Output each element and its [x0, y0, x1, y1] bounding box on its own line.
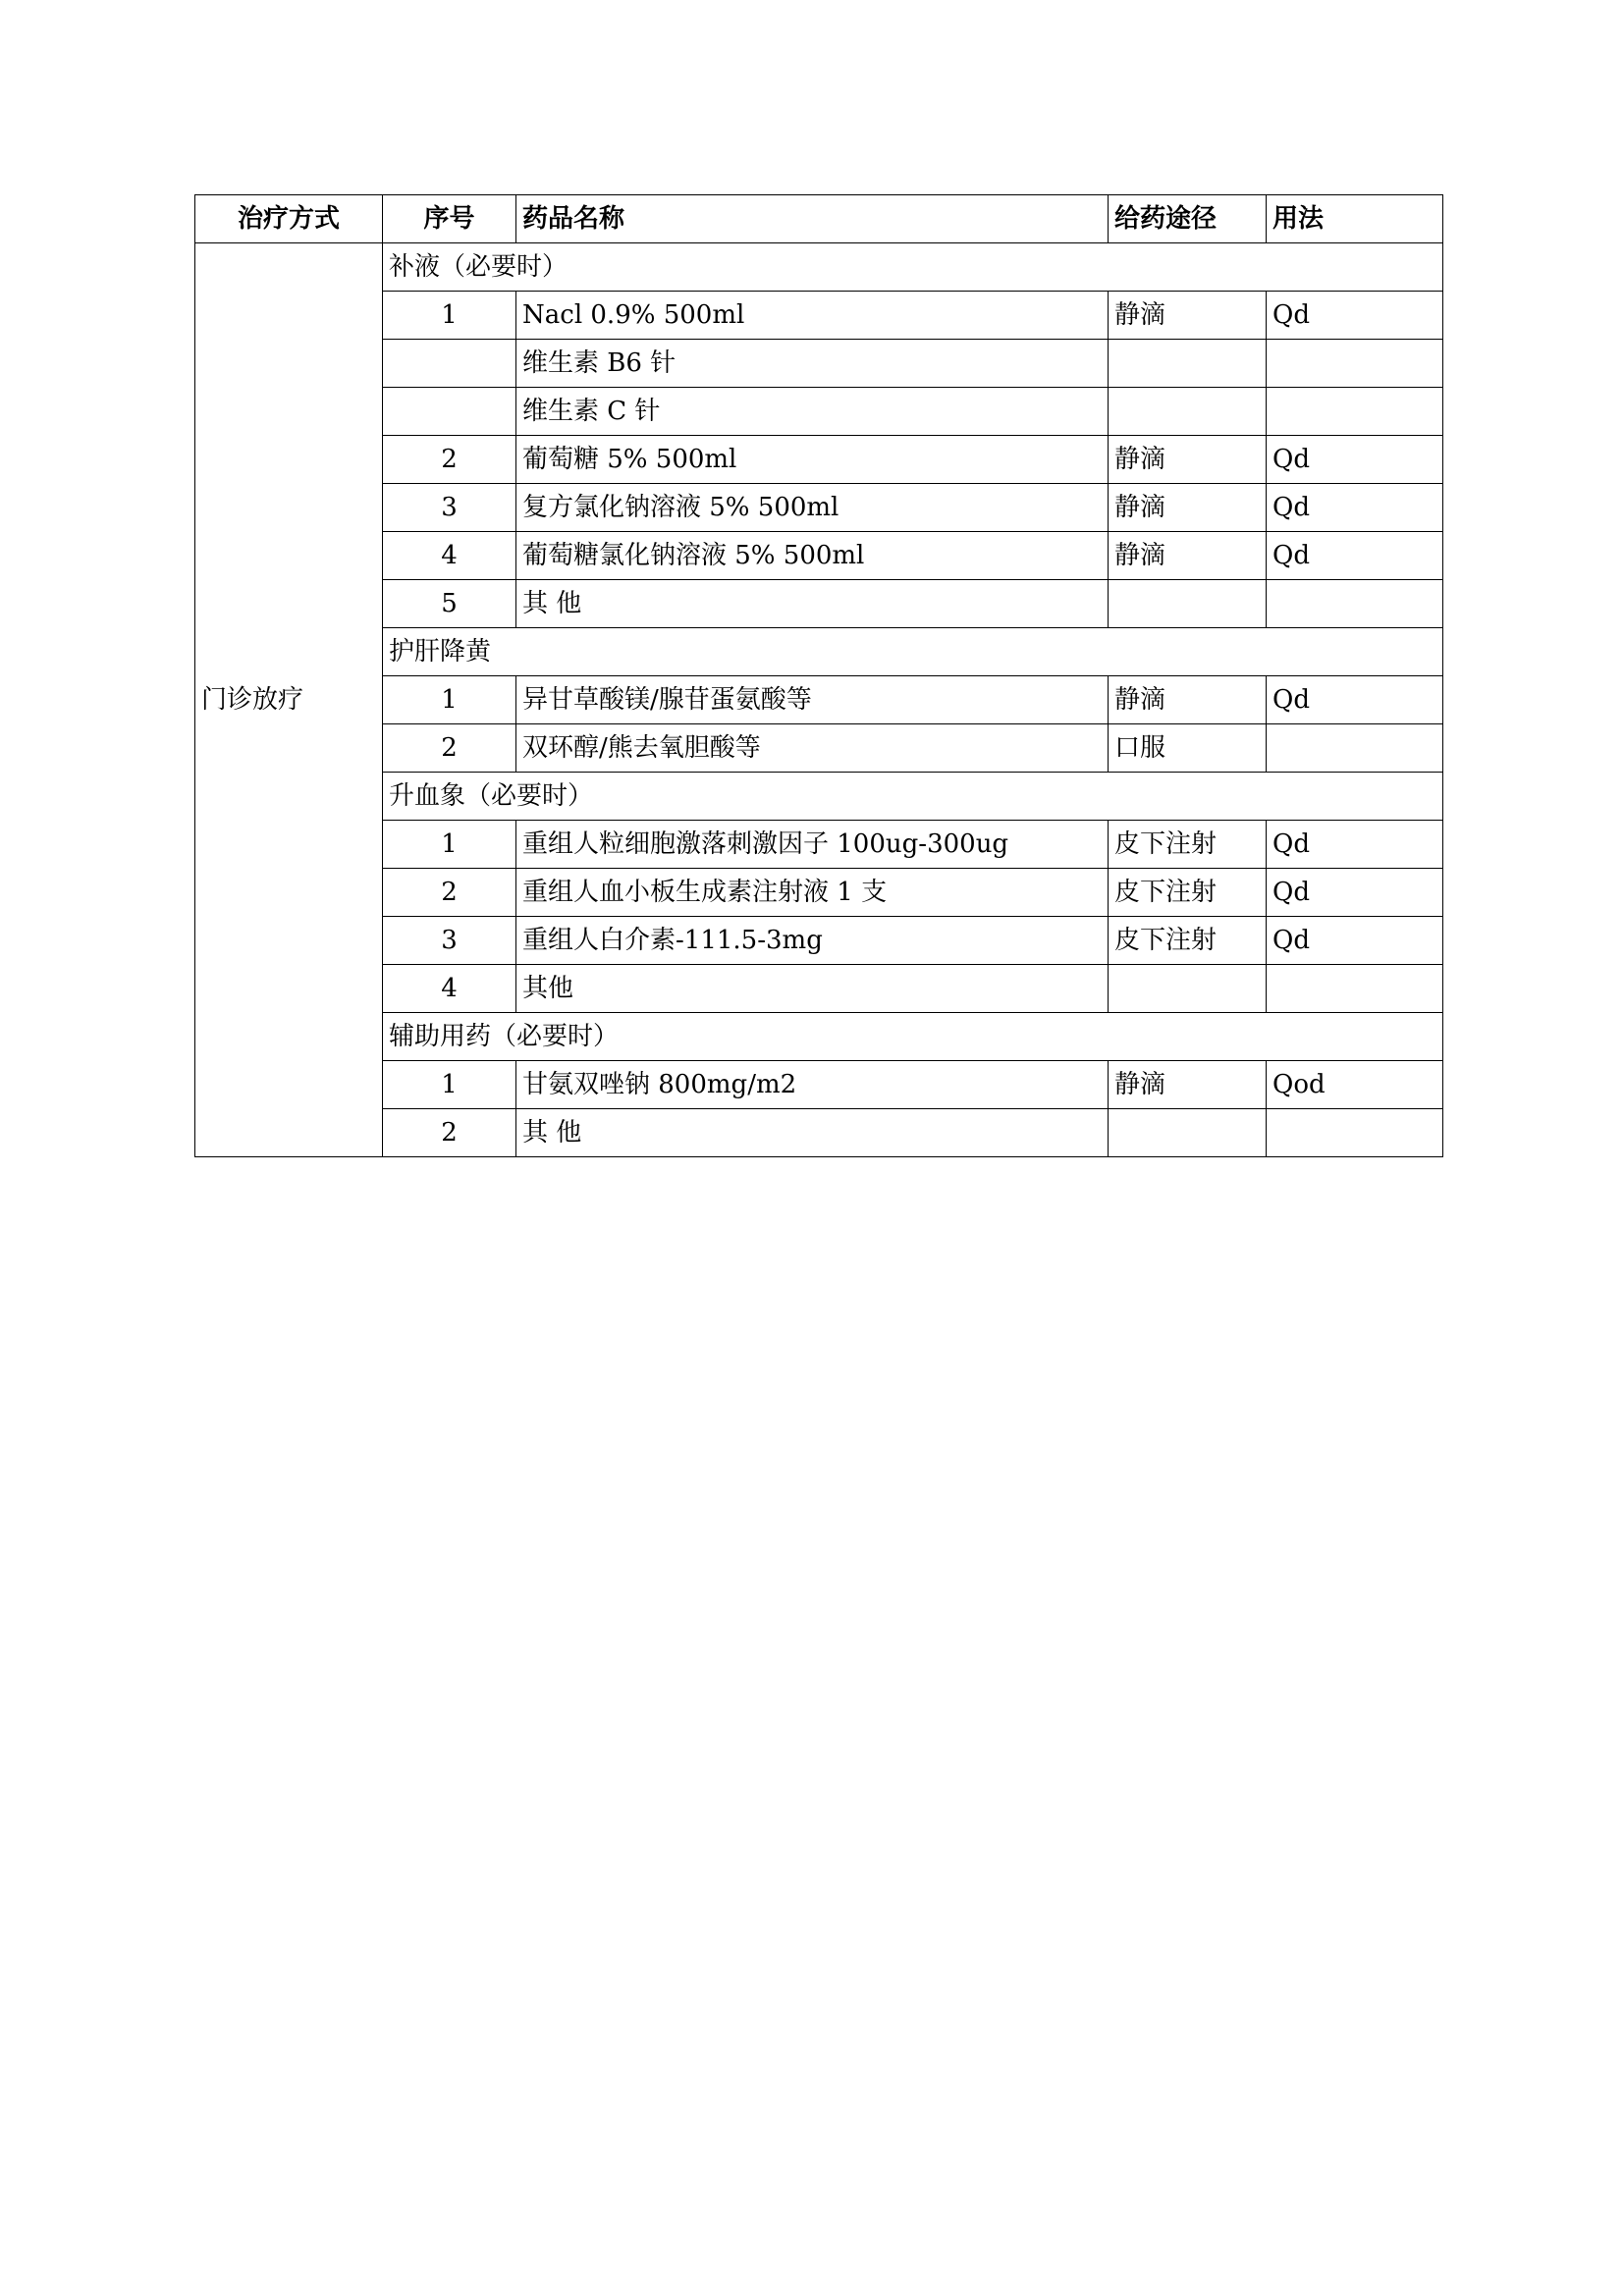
- drug-name: 其他: [516, 965, 1109, 1013]
- row-number: 1: [383, 292, 516, 340]
- drug-name: 维生素 B6 针: [516, 340, 1109, 388]
- table-body: [195, 243, 1443, 1157]
- drug-name: 异甘草酸镁/腺苷蛋氨酸等: [516, 676, 1109, 724]
- usage: [1267, 965, 1443, 1013]
- usage: [1267, 340, 1443, 388]
- table-row: [195, 436, 1443, 484]
- header-drug-name: 药品名称: [516, 195, 1109, 243]
- row-number: 3: [383, 484, 516, 532]
- table-row: [195, 869, 1443, 917]
- route: 皮下注射: [1109, 917, 1267, 965]
- usage: [1267, 1109, 1443, 1157]
- row-number: [383, 340, 516, 388]
- route: [1109, 1109, 1267, 1157]
- group-row: [195, 628, 1443, 676]
- drug-name: 双环醇/熊去氧胆酸等: [516, 724, 1109, 773]
- table-row: [195, 292, 1443, 340]
- row-number: 4: [383, 965, 516, 1013]
- group-row: [195, 773, 1443, 821]
- drug-name: 葡萄糖氯化钠溶液 5% 500ml: [516, 532, 1109, 580]
- table-row: [195, 1061, 1443, 1109]
- header-number: 序号: [383, 195, 516, 243]
- group-title: 护肝降黄: [383, 628, 1443, 676]
- usage: Qd: [1267, 292, 1443, 340]
- table-row: [195, 580, 1443, 628]
- medication-table: [194, 194, 1443, 1157]
- row-number: 3: [383, 917, 516, 965]
- row-number: 1: [383, 821, 516, 869]
- drug-name: 复方氯化钠溶液 5% 500ml: [516, 484, 1109, 532]
- header-route: 给药途径: [1109, 195, 1267, 243]
- usage: Qd: [1267, 676, 1443, 724]
- row-number: 2: [383, 1109, 516, 1157]
- usage: Qd: [1267, 532, 1443, 580]
- drug-name: Nacl 0.9% 500ml: [516, 292, 1109, 340]
- route: 静滴: [1109, 1061, 1267, 1109]
- usage: Qd: [1267, 821, 1443, 869]
- group-title: 辅助用药（必要时）: [383, 1013, 1443, 1061]
- usage: Qd: [1267, 484, 1443, 532]
- usage: Qd: [1267, 869, 1443, 917]
- table-row: [195, 917, 1443, 965]
- drug-name: 其 他: [516, 1109, 1109, 1157]
- route: 皮下注射: [1109, 821, 1267, 869]
- row-number: 2: [383, 869, 516, 917]
- usage: [1267, 580, 1443, 628]
- group-title: 升血象（必要时）: [383, 773, 1443, 821]
- drug-name: 甘氨双唑钠 800mg/m2: [516, 1061, 1109, 1109]
- table-header-row: [195, 195, 1443, 243]
- row-number: 4: [383, 532, 516, 580]
- row-number: 1: [383, 676, 516, 724]
- table-row: [195, 724, 1443, 773]
- route: 静滴: [1109, 484, 1267, 532]
- row-number: 2: [383, 724, 516, 773]
- group-row: [195, 1013, 1443, 1061]
- row-number: 1: [383, 1061, 516, 1109]
- route: 静滴: [1109, 436, 1267, 484]
- route: 口服: [1109, 724, 1267, 773]
- table-row: [195, 484, 1443, 532]
- usage: Qd: [1267, 436, 1443, 484]
- drug-name: 其 他: [516, 580, 1109, 628]
- row-number: 5: [383, 580, 516, 628]
- usage: [1267, 724, 1443, 773]
- route: [1109, 580, 1267, 628]
- group-row: [195, 243, 1443, 292]
- drug-name: 重组人粒细胞激落刺激因子 100ug-300ug: [516, 821, 1109, 869]
- group-title: 补液（必要时）: [383, 243, 1443, 292]
- route: 静滴: [1109, 676, 1267, 724]
- drug-name: 重组人血小板生成素注射液 1 支: [516, 869, 1109, 917]
- header-usage: 用法: [1267, 195, 1443, 243]
- usage: Qd: [1267, 917, 1443, 965]
- route: 皮下注射: [1109, 869, 1267, 917]
- table-row: [195, 340, 1443, 388]
- drug-name: 重组人白介素-111.5-3mg: [516, 917, 1109, 965]
- table-row: [195, 676, 1443, 724]
- row-number: 2: [383, 436, 516, 484]
- table-row: [195, 965, 1443, 1013]
- usage: Qod: [1267, 1061, 1443, 1109]
- usage: [1267, 388, 1443, 436]
- table-row: [195, 821, 1443, 869]
- table-row: [195, 532, 1443, 580]
- table-row: [195, 1109, 1443, 1157]
- route: [1109, 965, 1267, 1013]
- treatment-method-cell: 门诊放疗: [195, 243, 383, 1157]
- drug-name: 葡萄糖 5% 500ml: [516, 436, 1109, 484]
- route: 静滴: [1109, 532, 1267, 580]
- route: [1109, 388, 1267, 436]
- row-number: [383, 388, 516, 436]
- table-row: [195, 388, 1443, 436]
- drug-name: 维生素 C 针: [516, 388, 1109, 436]
- route: [1109, 340, 1267, 388]
- route: 静滴: [1109, 292, 1267, 340]
- header-treatment-method: 治疗方式: [195, 195, 383, 243]
